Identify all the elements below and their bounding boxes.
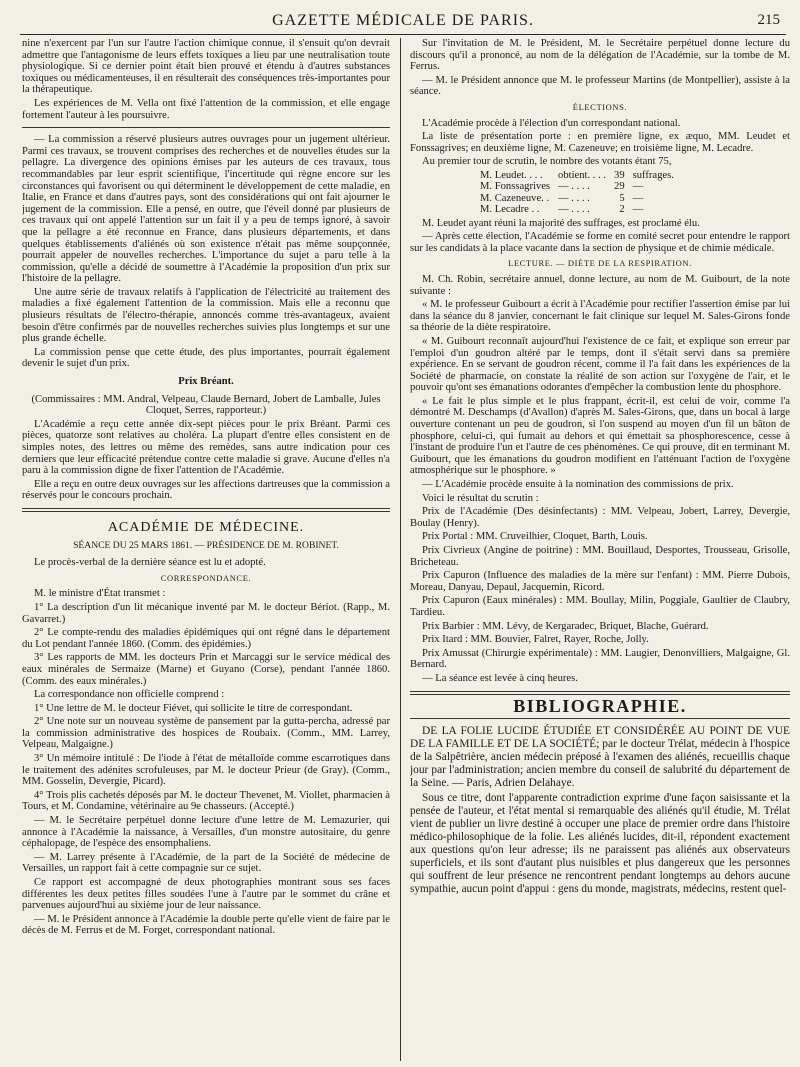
closing-paragraph: — M. le Président annonce à l'Académie la double perte qu'elle vient de faire par le décès de M. Ferrus et de M. Forget, correspondant national.	[22, 913, 390, 937]
elections-paragraph: L'Académie procède à l'élection d'un correspondant national.	[422, 117, 681, 129]
official-item: 2° Le compte-rendu des maladies épidémiques qui ont régné dans le département du Lot pendant l'année 1860. (Comm. des épidémies.)	[22, 627, 390, 650]
vote-count: 29	[614, 181, 625, 193]
unofficial-item: 1° Une lettre de M. le docteur Fiévet, qui sollicite le titre de correspondant.	[34, 702, 353, 714]
section-rule	[410, 718, 790, 719]
prize-item: Prix Itard : MM. Bouvier, Falret, Rayer, Roche, Jolly.	[422, 634, 649, 646]
commission-paragraph: La commission pense que cette étude, des plus importantes, pourrait également devenir le sujet d'un prix.	[22, 346, 390, 370]
commissions-intro: Voici le résultat du scrutin :	[422, 492, 539, 504]
after-vote-paragraph: — Après cette élection, l'Académie se forme en comité secret pour entendre le rapport sur les candidats à la place vacante dans la section de physique et de chimie médicale.	[410, 231, 790, 254]
section-rule	[22, 127, 390, 128]
prize-item: Prix Capuron (Eaux minérales) : MM. Boullay, Milin, Poggiale, Gaultier de Claubry, Tardieu.	[410, 595, 790, 618]
prize-item: Prix Capuron (Influence des maladies de la mère sur l'enfant) : MM. Pierre Dubois, Moreau, Danyau, Depaul, Jacquemin, Ricord.	[410, 570, 790, 593]
vote-label: — . . . .	[558, 192, 590, 204]
section-double-rule	[22, 508, 390, 512]
closing-paragraph: — M. le Secrétaire perpétuel donne lecture d'une lettre de M. Lemazurier, qui annonce à l'Académie la naissance, à Versailles, d'un monstre autositaire, du genre céphalopage, de l'espèce des ensomphaliens.	[22, 815, 390, 850]
proces-verbal: Le procès-verbal de la dernière séance est lu et adopté.	[34, 557, 266, 569]
vote-label: — . . . .	[558, 204, 590, 216]
vote-count: 2	[619, 204, 625, 216]
journal-title: GAZETTE MÉDICALE DE PARIS.	[272, 12, 534, 29]
diete-heading: LECTURE. — DIÈTE DE LA RESPIRATION.	[508, 258, 692, 269]
votes-row	[476, 181, 678, 192]
bibliographie-lead: DE LA FOLIE LUCIDE ÉTUDIÉE ET CONSIDÉRÉE AU POINT DE VUE DE LA FAMILLE ET DE LA SOCIÉTÉ; par le docteur Trélat, médecin à l'hospice de la Salpêtrière, ancien médecin préposé à l'examen des aliénés, recueillis chaque jour par l'administration; ancien membre du conseil de salubrité du département de la Seine. — Paris, Adrien Delahaye.	[410, 725, 790, 790]
elections-paragraph: La liste de présentation porte : en première ligne, ex æquo, MM. Leudet et Fonssagrives; en deuxième ligne, M. Cazeneuve; en troisième ligne, M. Lecadre.	[410, 131, 790, 154]
official-item: 1° La description d'un lit mécanique inventé par M. le docteur Bériot. (Rapp., M. Gavarret.)	[22, 601, 390, 625]
vote-label: — . . . .	[558, 181, 590, 193]
votes-table	[476, 170, 678, 216]
votes-row	[476, 204, 678, 215]
closing-paragraph: Ce rapport est accompagné de deux photographies montrant sous ses faces différentes les deux petites filles soudées l'une à l'autre par le sommet du crâne et parvenues aujourd'hui au sixième jour de leur naissance.	[22, 877, 390, 912]
ministre-line: M. le ministre d'État transmet :	[34, 588, 166, 600]
prix-breant-heading: Prix Bréant.	[178, 376, 234, 388]
intro-paragraph: nine n'exercent par l'un sur l'autre l'action chimique connue, il s'ensuit qu'on devrait admettre que l'antagonisme de leurs effets toxiques a lieu par une neutralisation toute physiologique. Si ce dernier point était bien prouvé et étendu à d'autres substances toxiques ou médicamenteuses, il en résulterait des conséquences très-importantes pour la thérapeutique.	[22, 38, 390, 96]
column-divider	[400, 38, 401, 1061]
page-header	[20, 6, 786, 35]
bibliographie-heading: BIBLIOGRAPHIE.	[513, 695, 687, 716]
elections-paragraph: Au premier tour de scrutin, le nombre des votants étant 75,	[422, 156, 672, 168]
unofficial-item: 2° Une note sur un nouveau système de pansement par la gutta-percha, adressé par la commission administrative des hospices de Roubaix. (Comm., MM. Larrey, Velpeau, Malgaigne.)	[22, 716, 390, 751]
diete-paragraph: « Le fait le plus simple et le plus frappant, écrit-il, est celui de voir, comme l'a démontré M. Deschamps (d'Avallon) d'après M. Sales-Girons, que, dans un bocal à large ouverture contenant un peu de goudron, si l'on suspend au moyen d'un fil un bâton de phosphore, celui-ci, qui fumait au dehors et qui émettait sa phosphorescence, cesse à l'instant de produire l'un et l'autre de ces phénomènes. Ce qui prouve, dit en terminant M. Guibourt, que les émanations du goudron modifient en l'atténuant l'action de l'oxygène atmosphérique sur le phosphore. »	[410, 395, 790, 477]
vote-label: obtient. . . .	[558, 169, 607, 181]
after-vote-paragraph: M. Leudet ayant réuni la majorité des suffrages, est proclamé élu.	[422, 217, 700, 229]
diete-paragraph: M. Ch. Robin, secrétaire annuel, donne lecture, au nom de M. Guibourt, de la note suivante :	[410, 273, 790, 297]
elections-heading: ÉLECTIONS.	[572, 101, 628, 112]
unofficial-item: 4° Trois plis cachetés déposés par M. le docteur Thevenet, M. Viollet, pharmacien à Tours, et M. Condamine, vétérinaire au 9e chasseurs. (Accepté.)	[22, 789, 390, 813]
official-item: 3° Les rapports de MM. les docteurs Prin et Marcaggi sur le service médical des eaux minérales de Sermaize (Marne) et Guyano (Corse), pendant l'année 1860. (Comm. des eaux minérales.)	[22, 652, 390, 687]
votes-row	[476, 170, 678, 181]
commission-paragraph: — La commission a réservé plusieurs autres ouvrages pour un jugement ultérieur. Parmi ces travaux, se trouvent comprises des recherches et de nouvelles études sur la pellagre. La divergence des opinions émises par les auteurs de ces travaux, tous recommandables par leur esprit scientifique, l'incertitude qui règne encore sur les circonstances qui favorisent ou qui déterminent le développement de cette maladie, en Italie, en France et dans d'autres pays, sont des considérations qui ont fait ajourner le jugement de la commission. Elle a pensé, en outre, que l'éveil donné par plusieurs de ces travaux qui ont appelé l'attention sur un fait il y a peu de temps ignoré, à savoir que la pellagre a été reconnue en France, dans plusieurs départements, et dans quelques établissements d'aliénés où son existence n'était pas même soupçonnée, pourrait appeler de nouvelles recherches. L'importance du sujet a paru telle à la commission, qu'elle a décidé de soumettre à l'Académie la proposition d'un prix sur l'histoire de la pellagre.	[22, 134, 390, 285]
opening-paragraph: Sur l'invitation de M. le Président, M. le Secrétaire perpétuel donne lecture du discours qu'il a prononcé, au nom de la délégation de l'Académie, sur la tombe de M. Ferrus.	[410, 38, 790, 73]
non-officielle-line: La correspondance non officielle comprend :	[34, 689, 225, 701]
intro-paragraph: Les expériences de M. Vella ont fixé l'attention de la commission, et elle engage fortement l'auteur à les poursuivre.	[22, 97, 390, 121]
vote-count: 5	[619, 192, 625, 204]
left-column	[22, 38, 390, 1063]
vote-name: M. Lecadre . .	[480, 204, 540, 216]
prix-breant-paragraph: Elle a reçu en outre deux ouvrages sur les affections dartreuses que la commission a réservés pour le concours prochain.	[22, 478, 390, 502]
diete-paragraph: « M. le professeur Guibourt a écrit à l'Académie pour rectifier l'assertion émise par lui dans la séance du 8 janvier, concernant le fait clinique sur lequel M. Sales-Girons fonde sa théorie de la diète respiratoire.	[410, 299, 790, 334]
vote-unit: suffrages.	[632, 169, 674, 181]
prize-item: Prix Civrieux (Angine de poitrine) : MM. Bouillaud, Desportes, Trousseau, Grisolle, Bricheteau.	[410, 545, 790, 568]
prize-item: Prix Amussat (Chirurgie expérimentale) : MM. Laugier, Denonvilliers, Malgaigne, Gl. Bernard.	[410, 647, 790, 671]
section-double-rule	[410, 691, 790, 695]
vote-unit: —	[632, 204, 644, 216]
vote-unit: —	[632, 192, 644, 204]
prize-item: Prix de l'Académie (Des désinfectants) : MM. Velpeau, Jobert, Larrey, Devergie, Boulay (Henry).	[410, 506, 790, 529]
prix-breant-paragraph: L'Académie a reçu cette année dix-sept pièces pour le prix Bréant. Parmi ces pièces, quatorze sont relatives au choléra. La plupart d'entre elles consistent en de simples notes, des lettres ou même des remèdes, sans autre indication pour ces derniers que leur efficacité prétendue contre cette maladie si grave. Aucune d'elles n'a paru à la commission digne de fixer l'attention de l'Académie.	[22, 418, 390, 477]
seance-levee: — La séance est levée à cinq heures.	[422, 672, 578, 684]
vote-name: M. Leudet. . . .	[480, 169, 543, 181]
correspondance-heading: CORRESPONDANCE.	[160, 572, 252, 583]
prix-breant-commission: (Commissaires : MM. Andral, Velpeau, Claude Bernard, Jobert de Lamballe, Jules Cloquet, Serres, rapporteur.)	[31, 393, 381, 417]
votes-row	[476, 193, 678, 204]
opening-paragraph: — M. le Président annonce que M. le professeur Martins (de Montpellier), assiste à la séance.	[410, 74, 790, 98]
vote-unit: —	[632, 181, 644, 193]
prize-item: Prix Barbier : MM. Lévy, de Kergaradec, Briquet, Blache, Guérard.	[422, 620, 709, 632]
vote-name: M. Fonssagrives	[480, 181, 551, 193]
bibliographie-body: Sous ce titre, dont l'apparente contradiction exprime d'une façon saisissante et la pensée de l'auteur, et l'état mental si remarquable des aliénés qu'il étudie, M. Trélat vient de publier un livre destiné à occuper une place de premier ordre dans l'histoire médico-philosophique de la folie. Les aliénés lucides, dit-il, répondent exactement aux questions qu'on leur adresse; ils ne paraissent pas aliénés aux observateurs superficiels, et ils sont d'autant plus nuisibles et plus dangereux que les personnes qui souffrent de leur présence ne rencontrent pendant longtemps au dehors aucune sympathie, aucun point d'appui : gens du monde, magistrats, médecins, restent quel-	[410, 792, 790, 896]
commission-paragraph: Une autre série de travaux relatifs à l'application de l'électricité au traitement des maladies a fixé également l'attention de la commission. Mais elle a reconnu que plusieurs résultats de l'électro-thérapie, annoncés comme très-avantageux, avaient besoin d'être confirmés par de nouvelles recherches suivies plus longtemps et sur une plus grande échelle.	[22, 286, 390, 345]
vote-count: 39	[614, 169, 625, 181]
prize-item: Prix Portal : MM. Cruveilhier, Cloquet, Barth, Louis.	[422, 531, 648, 543]
vote-name: M. Cazeneuve. .	[480, 192, 550, 204]
prize-list	[410, 506, 790, 671]
commissions-intro: — L'Académie procède ensuite à la nomination des commissions de prix.	[422, 479, 734, 491]
unofficial-item: 3° Un mémoire intitulé : De l'iode à l'état de métalloïde comme escarrotiques dans le traitement des adénites scrofuleuses, par M. le docteur Prieur (de Gray). (Comm., MM. Gosselin, Devergie, Picard).	[22, 753, 390, 788]
page-number: 215	[757, 12, 780, 28]
diete-paragraph: « M. Guibourt reconnaît aujourd'hui l'existence de ce fait, et explique son erreur par l'emploi d'un goudron altéré par le temps, dont il s'était servi dans sa première expérience. En se servant de goudron récent, comme il l'a fait dans les expériences de la Société de pharmacie, on constate la réalité de son action sur l'oxygène de l'air, et le pouvoir qu'ont ses émanations odorantes d'empêcher la combustion lente du phosphore.	[410, 335, 790, 394]
academie-heading: ACADÉMIE DE MÉDECINE.	[107, 519, 305, 535]
seance-line: SÉANCE DU 25 MARS 1861. — PRÉSIDENCE DE M. ROBINET.	[73, 539, 339, 551]
closing-paragraph: — M. Larrey présente à l'Académie, de la part de la Société de médecine de Versailles, un rapport fait à cette compagnie sur ce sujet.	[22, 851, 390, 875]
right-column	[410, 38, 790, 1063]
